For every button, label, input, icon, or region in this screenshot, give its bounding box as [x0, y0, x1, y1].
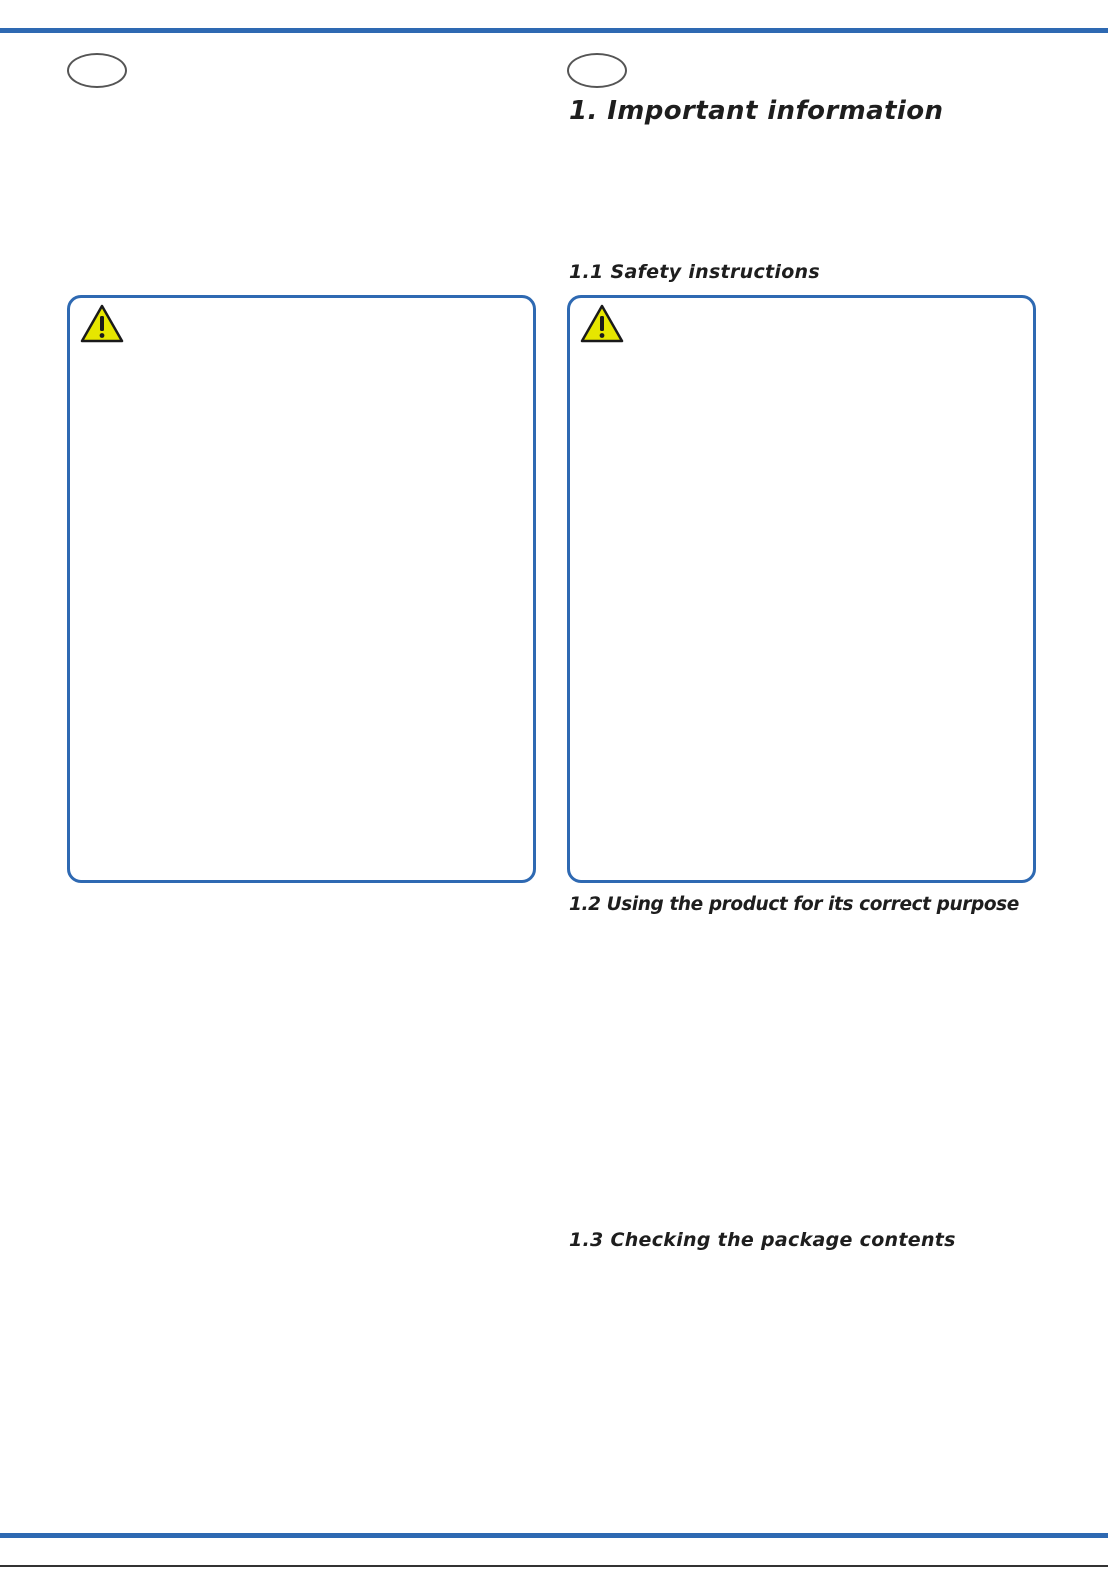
warning-triangle-icon	[580, 304, 624, 344]
page-title: 1. Important information	[569, 96, 944, 126]
safety-warning-box-left	[67, 295, 536, 883]
section-heading-correct-purpose: 1.2 Using the product for its correct purpose	[569, 894, 1019, 915]
bottom-thin-rule	[0, 1565, 1108, 1567]
bottom-rule	[0, 1533, 1108, 1538]
safety-warning-box-right	[567, 295, 1036, 883]
top-rule	[0, 28, 1108, 33]
warning-triangle-icon	[80, 304, 124, 344]
language-badge-left	[67, 53, 127, 88]
section-heading-safety-instructions: 1.1 Safety instructions	[569, 261, 820, 283]
section-heading-package-contents: 1.3 Checking the package contents	[569, 1229, 956, 1251]
language-badge-right	[567, 53, 627, 88]
